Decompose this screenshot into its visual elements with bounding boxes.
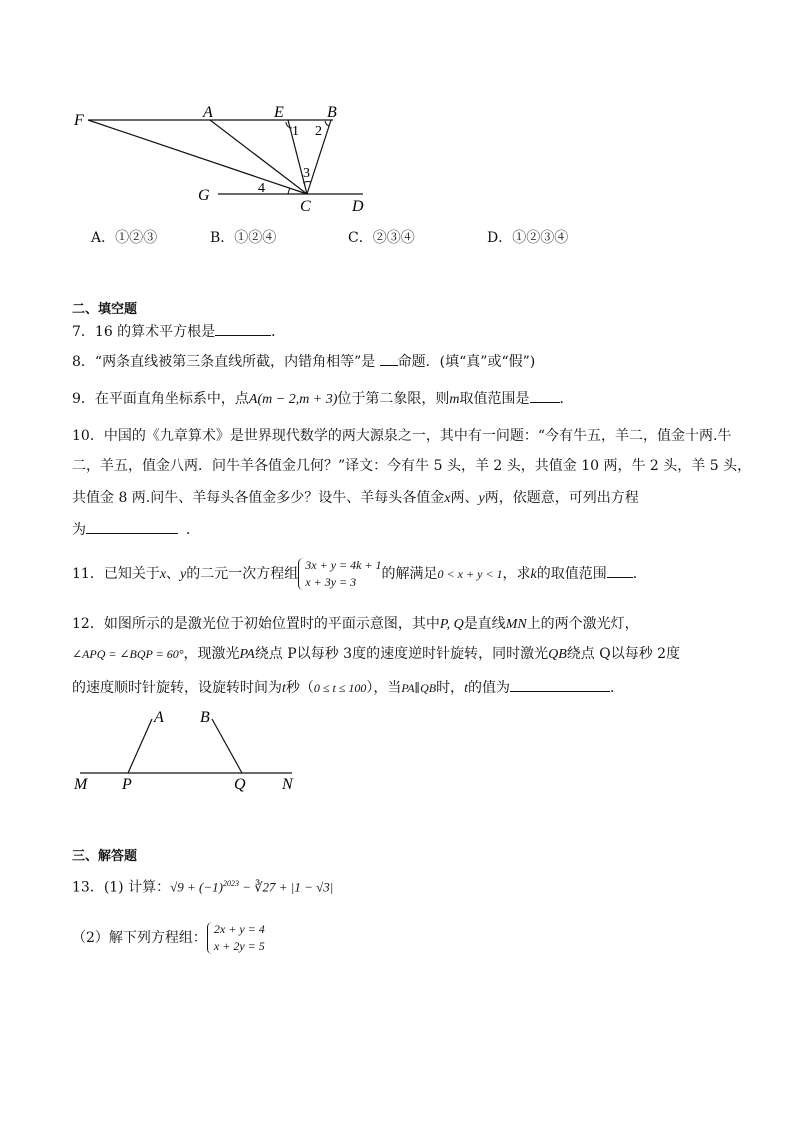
- q12-t2: t: [464, 681, 468, 696]
- option-d-text: ①②③④: [512, 230, 569, 246]
- q10-end: ．: [186, 522, 200, 538]
- q10-x: x: [444, 491, 451, 506]
- q12-answer-blank[interactable]: [510, 676, 610, 692]
- label-a2: A: [154, 709, 164, 726]
- geometry-figure-1: [60, 95, 380, 220]
- q13-eq2: x + 2y = 5: [213, 939, 265, 953]
- question-9: [72, 387, 574, 410]
- q7-answer-blank[interactable]: [215, 320, 271, 336]
- q12-line3b: 秒（: [285, 680, 314, 696]
- option-a-text: ①②③: [115, 230, 158, 246]
- question-7: [72, 320, 285, 342]
- q12-line1c: 上的两个激光灯，: [526, 616, 639, 632]
- q11-x: x: [159, 567, 167, 582]
- section-title-fill-in: 二、填空题: [72, 302, 138, 317]
- q11-mid: 的二元一次方程组: [186, 566, 299, 582]
- q11-eq2: x + 3y = 3: [305, 575, 357, 589]
- q9-end: ．: [559, 391, 574, 407]
- q11-mid2: 的解满足: [381, 566, 438, 582]
- label-p: P: [122, 776, 132, 793]
- q9-var: m: [449, 392, 460, 407]
- q11-condition: 0 < x + y < 1: [437, 567, 503, 581]
- q11-y: y: [180, 567, 187, 582]
- question-10-line-4: [72, 518, 200, 540]
- q12-line2c: 绕点 Q以每秒 2度: [566, 646, 681, 662]
- question-10-line-2: 二，羊五，值金八两．问牛羊各值金几何？”译文：今有牛 5 头，羊 2 头，共值金 10 两，牛 2 头，羊 5 头，: [72, 458, 752, 474]
- label-c: C: [300, 198, 311, 215]
- option-c-text: ②③④: [372, 230, 415, 246]
- label-b2: B: [200, 709, 210, 726]
- q11-answer-blank[interactable]: [607, 562, 633, 578]
- q10-line3b: 两、: [450, 490, 479, 506]
- q11-sep: 、: [166, 566, 181, 582]
- q12-line2a: ，现激光: [183, 646, 240, 662]
- q10-answer-blank[interactable]: [86, 518, 178, 534]
- label-e: E: [274, 104, 284, 121]
- q13-equation-system: [207, 921, 265, 955]
- question-12-line-1: [72, 614, 639, 635]
- q12-line3c: ），当: [366, 680, 402, 696]
- q13-exponent: 2023: [222, 879, 239, 888]
- label-2: 2: [315, 124, 322, 139]
- laser-pa: [128, 719, 152, 773]
- q9-answer-blank[interactable]: [530, 387, 560, 403]
- q13-part1: 13．(1) 计算：: [72, 879, 171, 896]
- q12-qb: QB: [548, 647, 567, 662]
- q11-k: k: [530, 567, 537, 582]
- label-d: D: [352, 198, 364, 215]
- q12-line1b: 是直线: [463, 616, 506, 632]
- question-12-line-2: [72, 644, 680, 665]
- q12-line3a: 的速度顺时针旋转，设旋转时间为: [72, 680, 282, 696]
- q12-pq: P, Q: [439, 617, 464, 632]
- q9-point: A(m − 2,m + 3): [248, 392, 338, 407]
- label-n: N: [282, 776, 293, 793]
- q11-eq1: 3x + y = 4k + 1: [305, 558, 382, 572]
- q8-answer-blank[interactable]: [380, 350, 398, 366]
- q11-equation-system: [298, 557, 381, 591]
- segment-fc: [88, 120, 307, 194]
- option-c-letter: C．: [348, 230, 373, 246]
- q9-mid: 位于第二象限，则: [337, 391, 450, 407]
- laser-figure-2: [66, 705, 316, 800]
- question-10-line-1: 10．中国的《九章算术》是世界现代数学的两大源泉之一，其中有一问题：“今有牛五，羊二，值金十两.牛: [72, 428, 732, 444]
- q11-pre: 11．已知关于: [72, 566, 160, 582]
- q12-line2b: 绕点 P以每秒 3度的速度逆时针旋转，同时激光: [254, 646, 549, 662]
- q12-line3d: 时，: [436, 680, 465, 696]
- option-b-text: ①②④: [234, 230, 277, 246]
- label-4: 4: [258, 181, 265, 196]
- q9-pre: 9．在平面直角坐标系中，点: [72, 391, 249, 407]
- question-13-part-2: [72, 920, 265, 956]
- option-d[interactable]: [487, 227, 568, 247]
- q11-end: ．: [632, 566, 647, 582]
- q13-part2: （2）解下列方程组：: [72, 930, 207, 946]
- q7-end: ．: [271, 324, 286, 340]
- q13-expr2: − ∛27 + |1 − √3|: [238, 879, 334, 895]
- section-title-solve: 三、解答题: [72, 849, 138, 864]
- q7-text: 7．16 的算术平方根是: [72, 324, 216, 340]
- question-13-part-1: [72, 874, 333, 898]
- q11-post: 的取值范围: [536, 566, 607, 582]
- q12-angles: ∠APQ = ∠BQP = 60°: [72, 647, 184, 661]
- q12-parallel: PA∥QB: [401, 681, 437, 695]
- q12-line3e: 的值为: [467, 680, 510, 696]
- q13-eq1: 2x + y = 4: [213, 922, 265, 936]
- q8-text: 8．“两条直线被第三条直线所截，内错角相等”是: [72, 354, 380, 370]
- option-a-letter: A．: [91, 230, 116, 246]
- q10-y: y: [478, 491, 485, 506]
- option-b[interactable]: [210, 227, 276, 247]
- label-g: G: [198, 187, 210, 204]
- option-c[interactable]: [348, 227, 415, 247]
- option-b-letter: B．: [210, 230, 235, 246]
- question-10-line-3: [72, 488, 639, 509]
- question-8: [72, 350, 535, 372]
- label-1: 1: [292, 124, 299, 139]
- q12-line1a: 12．如图所示的是激光位于初始位置时的平面示意图，其中: [72, 616, 440, 632]
- laser-qb: [212, 719, 242, 773]
- q12-end: ．: [609, 680, 624, 696]
- angle-2-arc: [325, 121, 329, 126]
- label-b: B: [327, 104, 337, 121]
- label-f: F: [74, 112, 84, 129]
- angle-4-arc: [288, 188, 290, 194]
- label-3: 3: [303, 166, 310, 181]
- q10-line3c: 两，依题意，可列出方程: [484, 490, 639, 506]
- q8-end: 命题．(填“真”或“假”): [397, 354, 536, 370]
- option-a[interactable]: [91, 227, 157, 247]
- q11-mid3: ，求: [502, 566, 531, 582]
- question-11: [72, 556, 647, 593]
- q13-expr1: √9 + (−1): [170, 879, 223, 895]
- label-a: A: [203, 104, 213, 121]
- q12-range: 0 ≤ t ≤ 100: [313, 681, 367, 695]
- q9-post: 取值范围是: [459, 391, 530, 407]
- q12-t: t: [282, 681, 286, 696]
- question-12-line-3: [72, 676, 624, 699]
- q12-pa: PA: [239, 647, 255, 662]
- q12-mn: MN: [505, 617, 527, 632]
- label-m: M: [74, 776, 88, 793]
- option-d-letter: D．: [487, 230, 513, 246]
- label-q: Q: [234, 776, 246, 793]
- q10-line4: 为: [72, 522, 86, 538]
- q10-line3a: 共值金 8 两.问牛、羊每头各值金多少？设牛、羊每头各值金: [72, 490, 445, 506]
